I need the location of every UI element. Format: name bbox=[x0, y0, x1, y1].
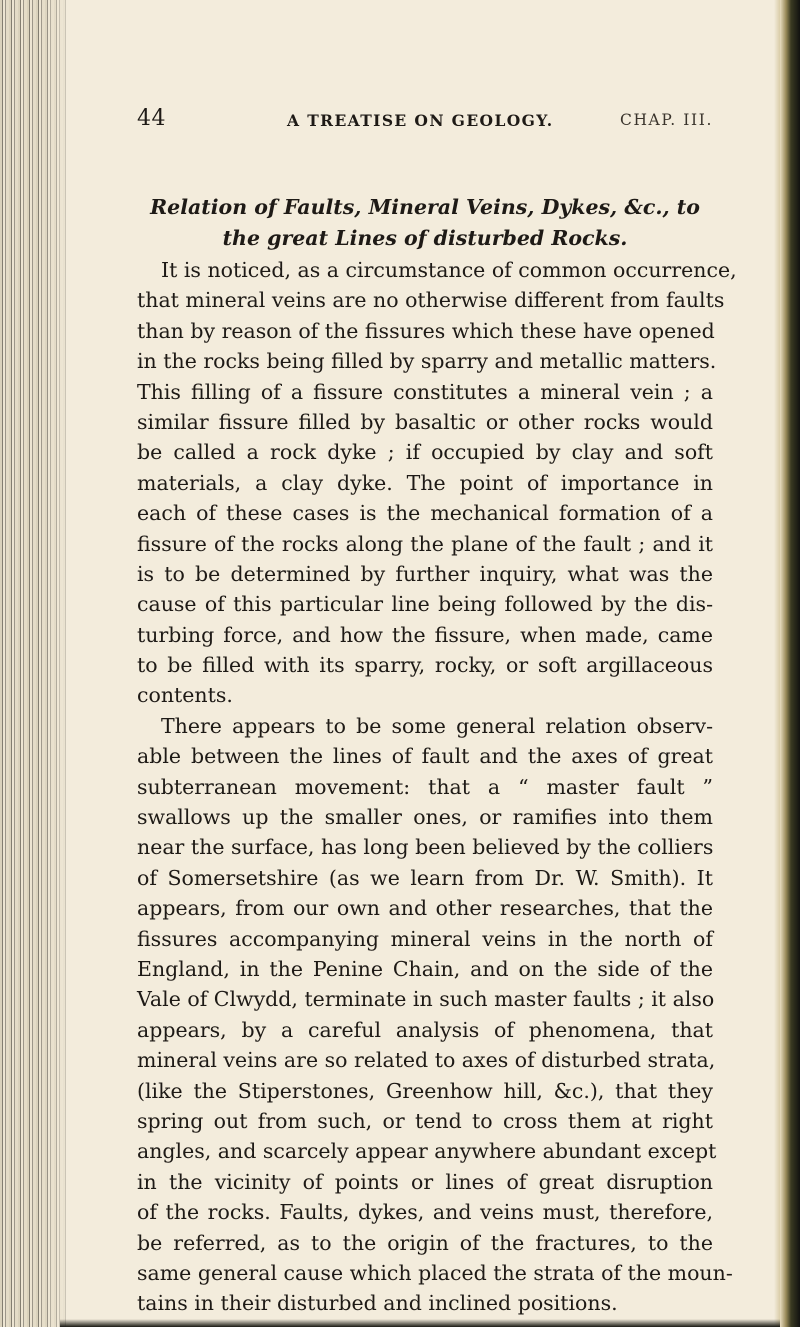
section-heading-line: the great Lines of disturbed Rocks. bbox=[222, 226, 628, 250]
text-line: be referred, as to the origin of the fractures, to the bbox=[137, 1230, 713, 1255]
text-line: appears, by a careful analysis of phenomena, that bbox=[137, 1017, 713, 1042]
text-line: is to be determined by further inquiry, what was the bbox=[137, 561, 713, 586]
binding-gutter-shadow bbox=[40, 0, 80, 1327]
text-line: able between the lines of fault and the axes of great bbox=[137, 744, 713, 769]
text-line: contents. bbox=[137, 683, 233, 708]
text-line: spring out from such, or tend to cross them at right bbox=[137, 1108, 713, 1133]
running-header bbox=[137, 106, 713, 136]
text-line: subterranean movement: that a “ master fault ” bbox=[137, 774, 713, 799]
page-edge-right bbox=[780, 0, 800, 1327]
text-line: of Somersetshire (as we learn from Dr. W. Smith). It bbox=[137, 865, 713, 890]
text-line: in the rocks being filled by sparry and metallic matters. bbox=[137, 349, 717, 374]
text-line: each of these cases is the mechanical formation of a bbox=[137, 501, 713, 526]
text-line: similar fissure filled by basaltic or other rocks would bbox=[137, 409, 713, 434]
paragraph-1 bbox=[137, 255, 737, 711]
text-line: cause of this particular line being followed by the dis- bbox=[137, 592, 713, 617]
text-line: angles, and scarcely appear anywhere abundant except bbox=[137, 1139, 717, 1164]
section-heading bbox=[137, 192, 713, 254]
running-title: A TREATISE ON GEOLOGY. bbox=[287, 111, 554, 130]
paragraph-2 bbox=[137, 711, 733, 1319]
text-line: Vale of Clwydd, terminate in such master faults ; it also bbox=[137, 987, 715, 1012]
page-number: 44 bbox=[137, 106, 166, 131]
text-line: in the vicinity of points or lines of great disruption bbox=[137, 1169, 713, 1194]
text-line: near the surface, has long been believed by the colliers bbox=[137, 835, 714, 860]
body-text bbox=[137, 255, 737, 1319]
text-line: same general cause which placed the strata of the moun- bbox=[137, 1260, 733, 1285]
text-line: appears, from our own and other researches, that the bbox=[137, 896, 713, 921]
chapter-label: CHAP. III. bbox=[619, 111, 713, 129]
text-line: fissure of the rocks along the plane of the fault ; and it bbox=[137, 531, 713, 556]
text-line: materials, a clay dyke. The point of importance in bbox=[137, 470, 713, 495]
text-line: to be filled with its sparry, rocky, or soft argillaceous bbox=[137, 653, 713, 678]
text-line: than by reason of the fissures which these have opened bbox=[137, 318, 715, 343]
text-line: England, in the Penine Chain, and on the side of the bbox=[137, 956, 713, 981]
section-heading-line: Relation of Faults, Mineral Veins, Dykes, &c., to bbox=[150, 195, 700, 219]
text-line: swallows up the smaller ones, or ramifies into them bbox=[137, 805, 713, 830]
text-line: turbing force, and how the fissure, when made, came bbox=[137, 622, 713, 647]
text-line: that mineral veins are no otherwise different from faults bbox=[137, 288, 725, 313]
text-line: fissures accompanying mineral veins in the north of bbox=[137, 926, 713, 951]
text-line: There appears to be some general relation observ- bbox=[161, 713, 713, 738]
text-line: mineral veins are so related to axes of disturbed strata, bbox=[137, 1048, 716, 1073]
text-line: of the rocks. Faults, dykes, and veins must, therefore, bbox=[137, 1200, 713, 1225]
text-line: This filling of a fissure constitutes a mineral vein ; a bbox=[137, 379, 713, 404]
text-line: tains in their disturbed and inclined positions. bbox=[137, 1291, 618, 1316]
text-line: It is noticed, as a circumstance of common occurrence, bbox=[161, 258, 737, 282]
book-page bbox=[137, 0, 737, 1327]
text-line: be called a rock dyke ; if occupied by clay and soft bbox=[137, 440, 713, 465]
text-line: (like the Stiperstones, Greenhow hill, &c.), that they bbox=[137, 1078, 713, 1103]
